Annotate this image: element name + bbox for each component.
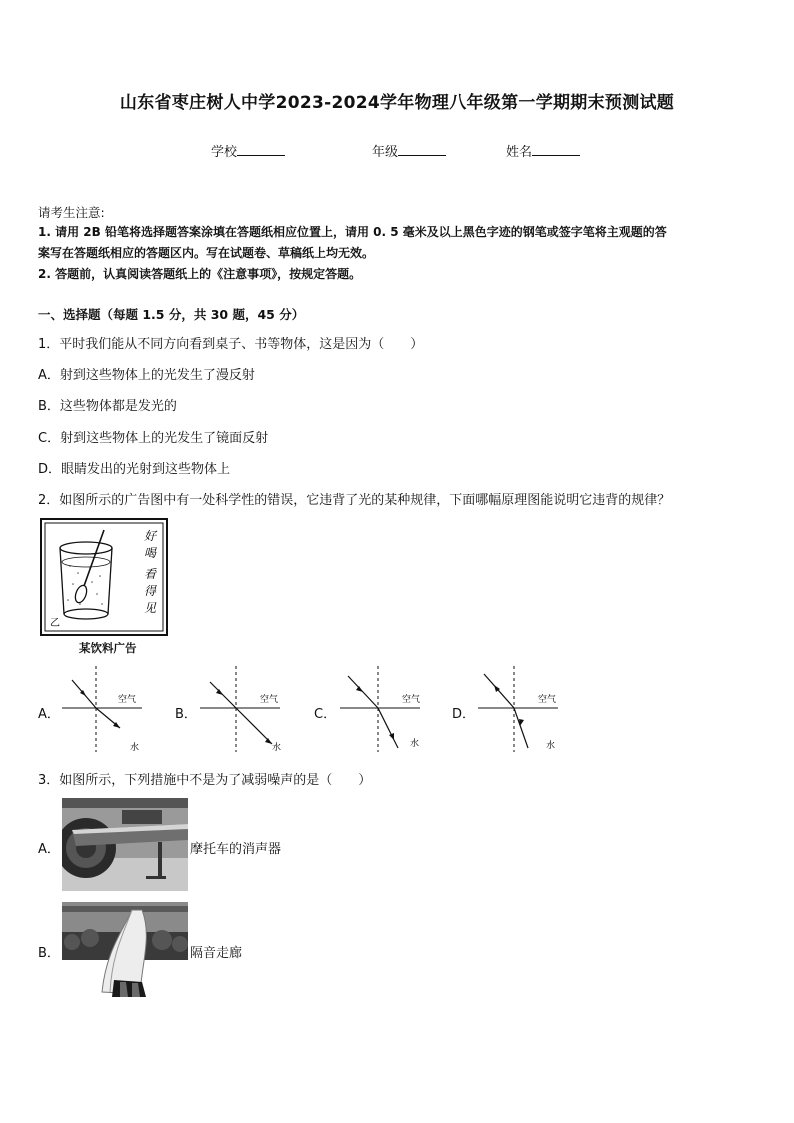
name-label: 姓名: [506, 145, 533, 160]
water-label-a: 水: [130, 743, 140, 753]
q2-stem: 2．如图所示的广告图中有一处科学性的错误，它违背了光的某种规律，下面哪幅原理图能说明它违背的规律？: [38, 493, 671, 508]
ray-diagram-c: [338, 664, 430, 754]
q2-option-c-label: C．: [314, 707, 337, 722]
drink-ad-figure: [40, 518, 168, 636]
q3-stem: 3．如图所示，下列措施中不是为了减弱噪声的是（ ）: [38, 773, 372, 788]
name-field: [506, 141, 580, 160]
q2-option-d-label: D．: [452, 707, 476, 722]
ray-diagram-d: [476, 664, 568, 754]
air-label-b: 空气: [260, 695, 279, 705]
notice-line-1b: 案写在答题纸相应的答题区内。写在试题卷、草稿纸上均无效。: [38, 246, 375, 260]
ad-slogan-2: 喝: [144, 546, 157, 560]
name-blank: [532, 143, 580, 156]
ad-caption: 某饮料广告: [79, 641, 137, 655]
q1-option-a: A．射到这些物体上的光发生了漫反射: [38, 368, 255, 383]
q3-option-a-text: 摩托车的消声器: [190, 842, 282, 857]
grade-field: [372, 141, 446, 160]
section-heading: 一、选择题（每题 1.5 分，共 30 题，45 分）: [38, 307, 305, 322]
q1-stem: 1．平时我们能从不同方向看到桌子、书等物体，这是因为（ ）: [38, 337, 424, 352]
school-field: [211, 141, 285, 160]
ad-slogan-3: 看: [144, 567, 157, 581]
sound-barrier-corridor-photo: [62, 902, 188, 997]
q3-option-a-letter: A．: [38, 842, 60, 857]
notice-line-2: 2. 答题前，认真阅读答题纸上的《注意事项》，按规定答题。: [38, 267, 362, 281]
ad-slogan-1: 好: [144, 529, 157, 543]
q2-option-b-label: B．: [175, 707, 197, 722]
air-label-a: 空气: [118, 695, 137, 705]
air-label-d: 空气: [538, 695, 557, 705]
water-label-b: 水: [272, 743, 282, 753]
notice-line-1: 1. 请用 2B 铅笔将选择题答案涂填在答题纸相应位置上，请用 0. 5 毫米及以上黑色字迹的钢笔或签字笔将主观题的答: [38, 225, 667, 239]
page-title: 山东省枣庄树人中学2023-2024学年物理八年级第一学期期末预测试题: [119, 93, 675, 113]
q2-option-a-label: A．: [38, 707, 60, 722]
q1-option-b: B．这些物体都是发光的: [38, 399, 177, 414]
ad-corner-label: 乙: [50, 618, 60, 629]
school-blank: [237, 143, 285, 156]
q3-option-b-letter: B．: [38, 946, 60, 961]
q3-option-b-text: 隔音走廊: [190, 946, 243, 961]
grade-blank: [398, 143, 446, 156]
notice-heading: 请考生注意:: [38, 205, 105, 220]
q1-option-c: C．射到这些物体上的光发生了镜面反射: [38, 431, 269, 446]
muffler-photo: [62, 798, 188, 891]
air-label-c: 空气: [402, 695, 421, 705]
q1-option-d: D．眼睛发出的光射到这些物体上: [38, 462, 231, 477]
school-label: 学校: [211, 145, 238, 160]
ad-slogan-4: 得: [144, 584, 157, 598]
ad-slogan-5: 见: [144, 601, 157, 615]
drink-ad-illustration: [40, 518, 168, 636]
grade-label: 年级: [372, 145, 399, 160]
water-label-c: 水: [410, 739, 420, 749]
ray-diagram-a: [60, 664, 152, 754]
ray-diagram-b: [198, 664, 290, 754]
water-label-d: 水: [546, 741, 556, 751]
